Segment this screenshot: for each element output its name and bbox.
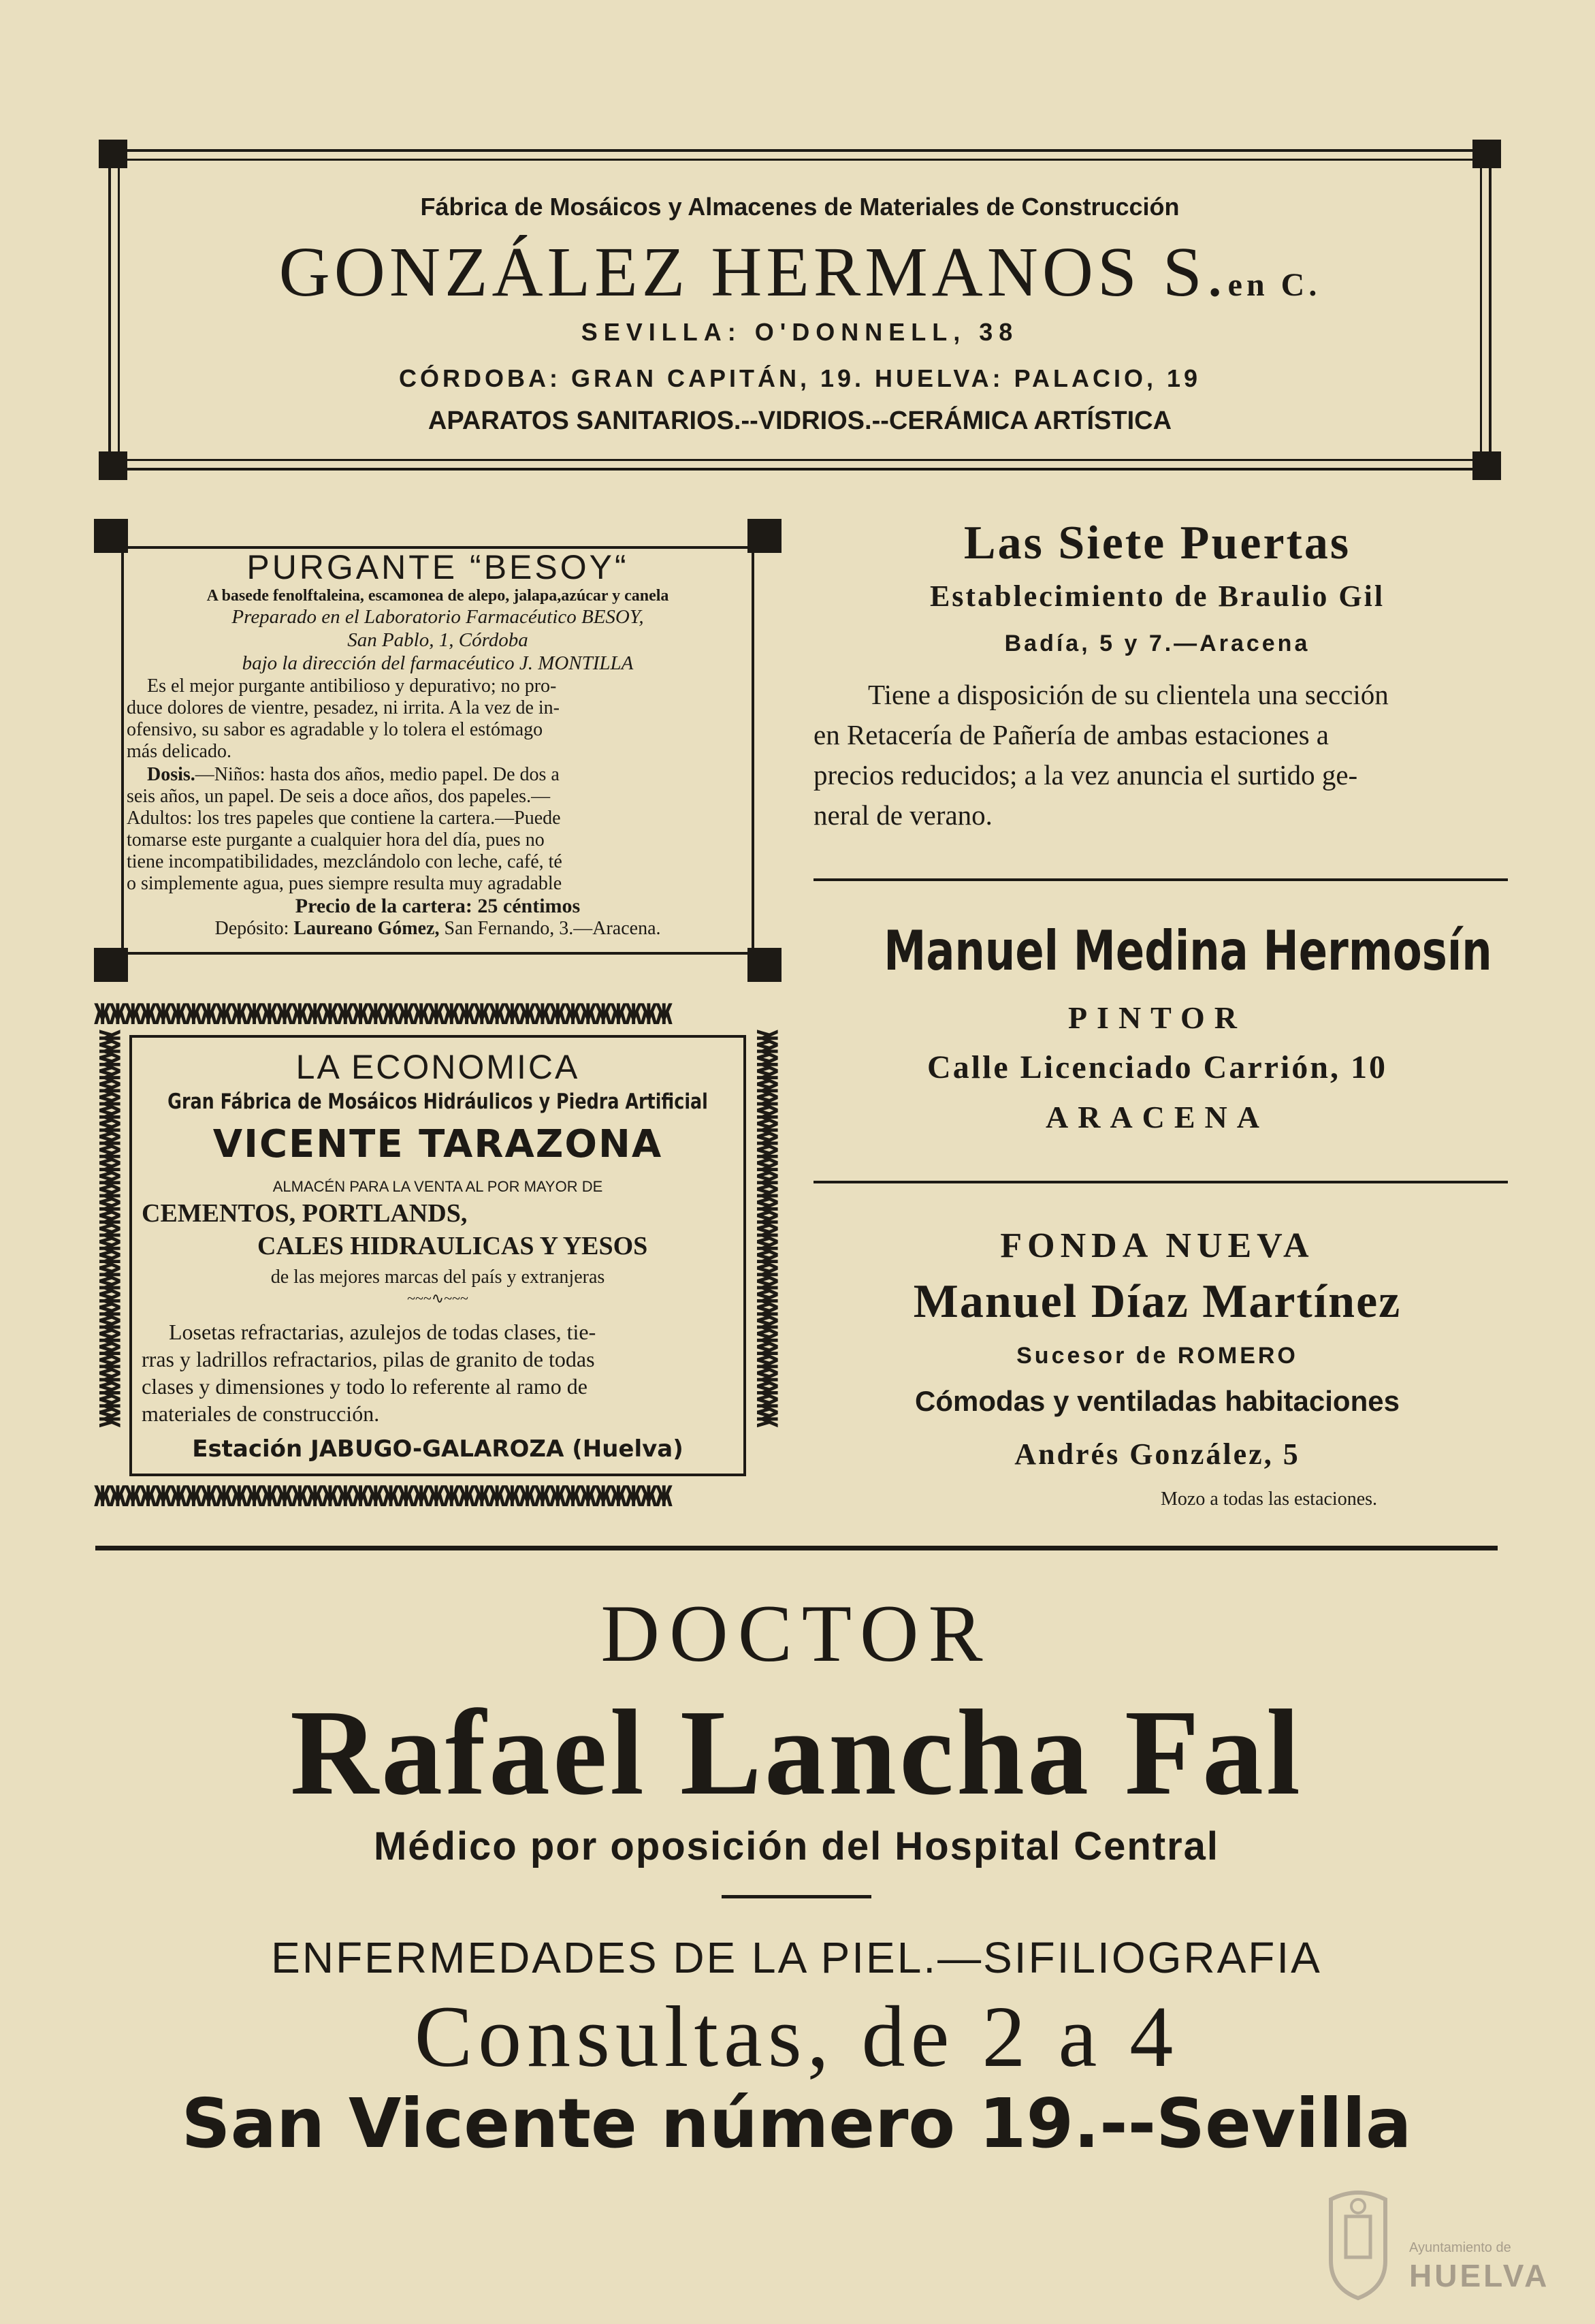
banner-line5: APARATOS SANITARIOS.--VIDRIOS.--CERÁMICA ARTÍSTICA [428,407,1172,435]
besoy-line: Adultos: los tres papeles que contiene la cartera.—Puede [127,808,561,829]
chain-border-right: ЖЖЖЖЖЖЖЖЖЖЖЖЖЖЖЖЖЖЖЖЖЖЖЖЖЖЖЖЖЖ [750,1030,784,1424]
medina-address: Calle Licenciado Carrión, 10 [927,1049,1387,1085]
corner-ornament [99,140,127,168]
besoy-line: Es el mejor purgante antibilioso y depurativo; no pro- [147,675,557,697]
econ-products-2: CALES HIDRAULICAS Y YESOS [257,1232,648,1260]
besoy-line: San Pablo, 1, Córdoba [347,629,528,651]
chain-border-bottom: ЖЖЖЖЖЖЖЖЖЖЖЖЖЖЖЖЖЖЖЖЖЖЖЖЖЖЖЖЖЖЖЖЖЖЖЖЖЖ [94,1480,671,1513]
doctor-hours: Consultas, de 2 a 4 [414,1988,1179,2085]
fonda-note: Mozo a todas las estaciones. [1161,1489,1378,1510]
doctor-address: San Vicente número 19.--Sevilla [181,2084,1412,2163]
deposit-label: Depósito: [214,918,294,939]
siete-subtitle: Establecimiento de Braulio Gil [929,579,1385,613]
econ-marcas: de las mejores marcas del país y extranjeras [270,1267,605,1288]
econ-body-line: Losetas refractarias, azulejos de todas clases, tie- [169,1320,596,1344]
city-crest-icon [1317,2186,1399,2302]
besoy-line: tomarse este purgante a cualquier hora del día, pues no [127,829,545,850]
fonda-rooms: Cómodas y ventiladas habitaciones [915,1385,1400,1417]
econ-subtitle: Gran Fábrica de Mosáicos Hidráulicos y Piedra Artificial [167,1089,708,1114]
econ-body-line: rras y ladrillos refractarios, pilas de granito de todas [142,1347,595,1371]
medina-role: PINTOR [1067,1000,1247,1035]
besoy-title: PURGANTE “BESOY“ [246,548,629,586]
econ-almacen: ALMACÉN PARA LA VENTA AL POR MAYOR DE [272,1178,603,1195]
fonda-address: Andrés González, 5 [1014,1437,1300,1471]
corner-ornament [747,948,782,982]
fonda-successor: Sucesor de ROMERO [1016,1343,1298,1369]
corner-ornament [94,948,128,982]
banner-line4: CÓRDOBA: GRAN CAPITÁN, 19. HUELVA: PALACIO, 19 [398,364,1202,392]
besoy-dosis-text: —Niños: hasta dos años, medio papel. De dos a [195,764,560,785]
econ-products-1: CEMENTOS, PORTLANDS, [142,1199,468,1228]
besoy-line: más delicado. [127,741,231,762]
besoy-line: Preparado en el Laboratorio Farmacéutico BESOY, [231,606,644,628]
corner-ornament [1472,140,1501,168]
logo-line2: HUELVA [1409,2258,1550,2293]
besoy-dosis-line [147,764,782,786]
column-divider [813,1181,1508,1183]
siete-title: Las Siete Puertas [963,517,1351,569]
besoy-dosis-label: Dosis. [147,764,195,785]
besoy-deposit [94,918,782,940]
banner-line1: Fábrica de Mosáicos y Almacenes de Materiales de Construcción [420,193,1180,221]
besoy-line: ofensivo, su sabor es agradable y lo tolera el estómago [127,719,543,740]
purgante-besoy-ad [94,519,782,982]
doctor-name: Rafael Lancha Fal [290,1685,1303,1820]
doctor-subtitle: Médico por oposición del Hospital Central [373,1824,1220,1868]
chain-border-top: ЖЖЖЖЖЖЖЖЖЖЖЖЖЖЖЖЖЖЖЖЖЖЖЖЖЖЖЖЖЖЖЖЖЖЖЖЖЖ [94,998,671,1031]
deposit-address: San Fernando, 3.—Aracena. [439,918,661,939]
medina-name: Manuel Medina Hermosín [884,919,1492,983]
company-suffix: en C. [1227,267,1321,303]
besoy-line: seis años, un papel. De seis a doce años, dos papeles.— [127,786,551,807]
doctor-top-rule [95,1546,1498,1550]
la-economica-ad [94,1000,782,1512]
banner-top-rule [99,149,1501,152]
econ-body-line: materiales de construcción. [142,1401,380,1426]
fonda-owner: Manuel Díaz Martínez [913,1275,1402,1328]
econ-owner: VICENTE TARAZONA [212,1122,663,1166]
corner-ornament [99,451,127,480]
corner-ornament [1472,451,1501,480]
medina-town: ARACENA [1046,1100,1269,1134]
logo-line1: Ayuntamiento de [1409,2240,1511,2255]
doctor-specialty: ENFERMEDADES DE LA PIEL.—SIFILIOGRAFIA [271,1933,1322,1982]
besoy-price: Precio de la cartera: 25 céntimos [295,895,581,917]
siete-body-line: Tiene a disposición de su clientela una sección [868,679,1389,710]
siete-body-line: precios reducidos; a la vez anuncia el surtido ge- [813,759,1358,791]
besoy-line: o simplemente agua, pues siempre resulta muy agradable [127,873,562,894]
siete-address: Badía, 5 y 7.—Aracena [1004,631,1310,656]
banner-bottom-rule [99,468,1501,471]
besoy-line: A basede fenolftaleina, escamonea de alepo, jalapa,azúcar y canela [206,587,669,605]
column-divider [813,878,1508,881]
company-name: GONZÁLEZ HERMANOS S. [278,233,1228,311]
besoy-line: duce dolores de vientre, pesadez, ni irrita. A la vez de in- [127,697,560,718]
chain-border-left: ЖЖЖЖЖЖЖЖЖЖЖЖЖЖЖЖЖЖЖЖЖЖЖЖЖЖЖЖЖЖ [93,1030,126,1424]
besoy-line: bajo la dirección del farmacéutico J. MONTILLA [242,652,634,674]
siete-body-line: neral de verano. [813,799,993,831]
doctor-mid-rule [722,1895,871,1898]
fonda-title: FONDA NUEVA [1000,1226,1315,1265]
banner-top-rule-2 [99,159,1501,161]
econ-title: LA ECONOMICA [295,1048,580,1086]
banner-line3: SEVILLA: O'DONNELL, 38 [581,318,1019,346]
banner-company-name [99,235,1501,323]
deposit-name: Laureano Gómez, [293,918,440,939]
besoy-line: tiene incompatibilidades, mezclándolo con leche, café, té [127,851,562,872]
gonzalez-hermanos-ad [99,140,1501,480]
econ-body-line: clases y dimensiones y todo lo referente al ramo de [142,1374,587,1399]
siete-body-line: en Retacería de Pañería de ambas estaciones a [813,719,1329,750]
econ-station: Estación JABUGO-GALAROZA (Huelva) [192,1435,683,1463]
doctor-title: DOCTOR [600,1588,993,1678]
econ-flourish: ~~~∿~~~ [407,1290,468,1307]
banner-bottom-rule-2 [99,459,1501,461]
